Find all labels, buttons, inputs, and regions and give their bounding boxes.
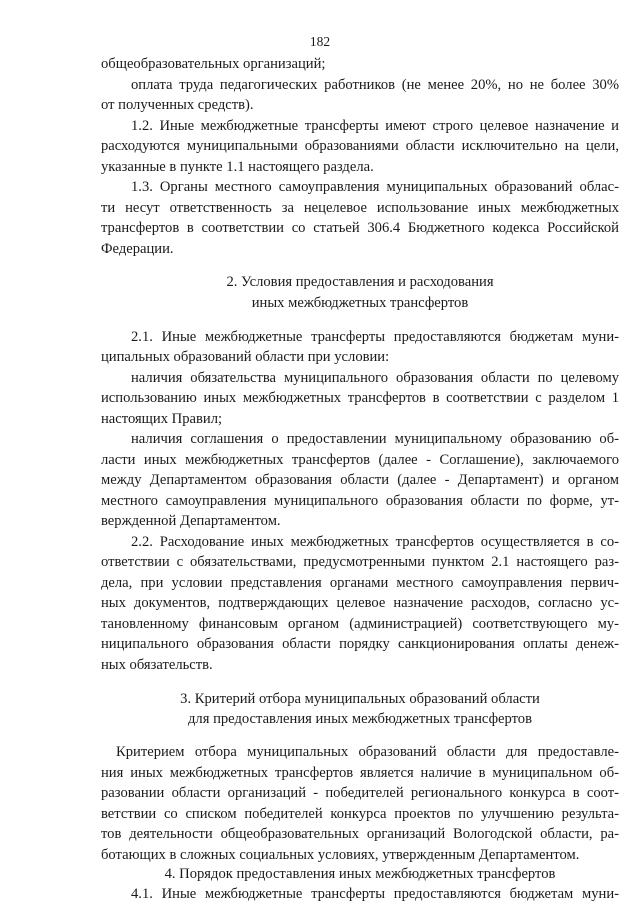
text-line: 4.1. Иные межбюджетные трансферты предоставляются бюджетам муни-	[131, 886, 619, 902]
section-heading: 2. Условия предоставления и расходования	[226, 274, 494, 290]
text-line: 1.3. Органы местного самоуправления муниципальных образований облас-	[131, 179, 619, 195]
text-line: ных документов, подтверждающих целевое назначение расходов, согласно ус-	[101, 595, 619, 611]
text-line: Федерации.	[101, 241, 174, 257]
text-line: оплата труда педагогических работников (не менее 20%, но не более 30%	[131, 77, 619, 93]
text-line: общеобразовательных организаций;	[101, 56, 326, 72]
text-line: местного самоуправления муниципального образования области по форме, ут-	[101, 493, 619, 509]
text-line: 1.2. Иные межбюджетные трансферты имеют строго целевое назначение и	[131, 118, 619, 134]
text-line: 2.1. Иные межбюджетные трансферты предоставляются бюджетам муни-	[131, 329, 619, 345]
text-line: от полученных средств).	[101, 97, 254, 113]
text-line: вержденной Департаментом.	[101, 513, 281, 529]
text-line: ципальных образований области при условии:	[101, 349, 390, 365]
text-line: ласти иных межбюджетных трансфертов (далее - Соглашение), заключаемого	[101, 452, 619, 468]
text-line: использованию иных межбюджетных трансфертов в соответствии с разделом 1	[101, 390, 619, 406]
text-line: разовании области организаций - победителей регионального конкурса в соот-	[101, 785, 619, 801]
text-line: расходуются муниципальными образованиями области исключительно на цели,	[101, 138, 619, 154]
section-heading: иных межбюджетных трансфертов	[251, 295, 469, 311]
text-line: ниципального образования области порядку санкционирования оплаты денеж-	[101, 636, 619, 652]
text-line: трансфертов в соответствии со статьей 306.4 Бюджетного кодекса Российской	[101, 220, 619, 236]
section-heading: 4. Порядок предоставления иных межбюджетных трансфертов	[164, 866, 556, 882]
text-line: ти несут ответственность за нецелевое использование иных межбюджетных	[101, 200, 619, 216]
text-line: ботающих в сложных социальных условиях, утвержденным Департаментом.	[101, 847, 580, 863]
text-line: 2.2. Расходование иных межбюджетных трансфертов осуществляется в со-	[131, 534, 619, 550]
text-line: Критерием отбора муниципальных образований области для предоставле-	[116, 744, 619, 760]
text-line: тановленному финансовым органом (администрацией) соответствующего му-	[101, 616, 619, 632]
page-number: 182	[309, 34, 331, 49]
text-line: ответствии с обязательствами, предусмотренными пунктом 2.1 настоящего раз-	[101, 554, 619, 570]
section-heading: для предоставления иных межбюджетных трансфертов	[188, 711, 532, 727]
text-line: ных обязательств.	[101, 657, 213, 673]
text-line: дела, при условии представления органами местного самоуправления первич-	[101, 575, 619, 591]
text-line: указанные в пункте 1.1 настоящего раздела.	[101, 159, 374, 175]
text-line: между Департаментом образования области (далее - Департамент) и органом	[101, 472, 619, 488]
text-line: настоящих Правил;	[101, 411, 223, 427]
section-heading: 3. Критерий отбора муниципальных образований области	[180, 691, 540, 707]
text-line: наличия соглашения о предоставлении муниципальному образованию об-	[131, 431, 619, 447]
text-line: наличия обязательства муниципального образования области по целевому	[131, 370, 619, 386]
text-line: тов деятельности общеобразовательных организаций Вологодской области, ра-	[101, 826, 619, 842]
text-line: ния иных межбюджетных трансфертов является наличие в муниципальном об-	[101, 765, 619, 781]
text-line: ветствии со списком победителей конкурса проектов по улучшению результа-	[101, 806, 619, 822]
